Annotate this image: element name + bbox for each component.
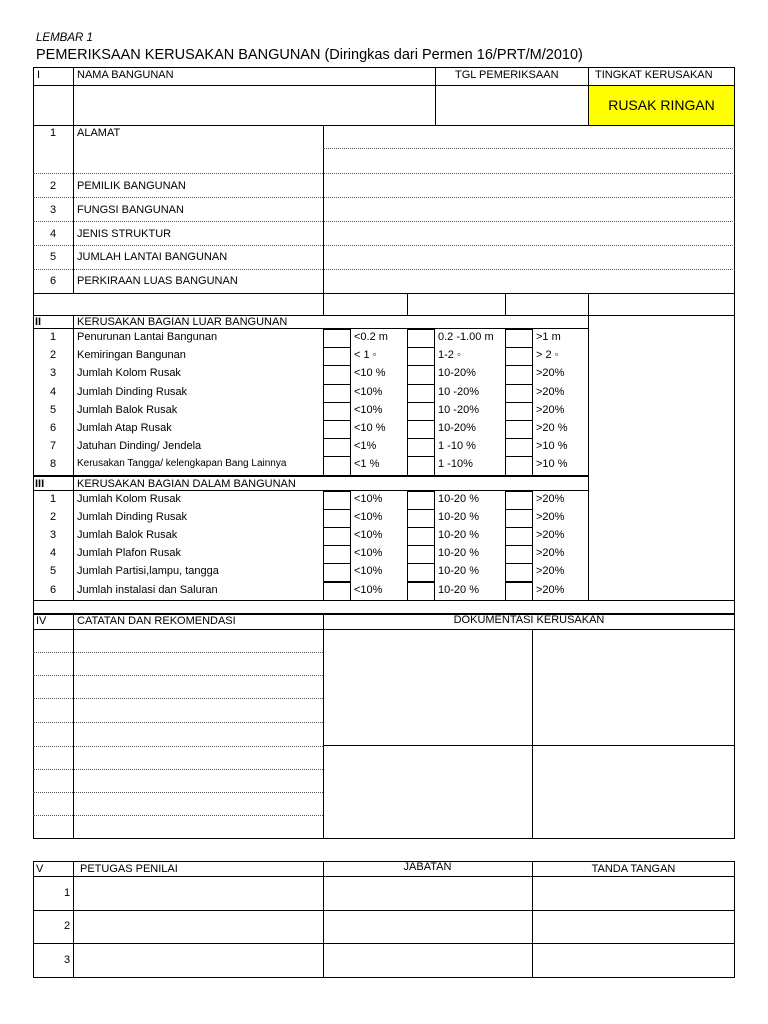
row-num: 6: [50, 583, 57, 596]
photo-slot-2[interactable]: [533, 630, 734, 744]
light-threshold: <10%: [354, 547, 383, 560]
officer-row-number: 1: [64, 887, 71, 899]
light-threshold: <10%: [354, 385, 383, 398]
light-checkbox[interactable]: [323, 545, 351, 564]
medium-checkbox[interactable]: [407, 582, 435, 601]
row-num: 1: [50, 493, 57, 505]
damage-item-label: Jumlah Partisi,lampu, tangga: [77, 565, 219, 578]
row-num: 3: [50, 204, 57, 216]
info-label: JUMLAH LANTAI BANGUNAN: [77, 251, 228, 263]
heavy-threshold: >20%: [536, 493, 565, 505]
medium-threshold: 1 -10%: [438, 458, 473, 471]
section-3-title: KERUSAKAN BAGIAN DALAM BANGUNAN: [77, 478, 296, 490]
heavy-threshold: >20%: [536, 403, 565, 416]
row-num: 6: [50, 275, 57, 287]
heavy-threshold: >20%: [536, 511, 565, 524]
row-num: 5: [50, 403, 57, 416]
address-field[interactable]: [324, 126, 734, 147]
row-num: 4: [50, 228, 57, 240]
heavy-threshold: >20 %: [536, 422, 568, 434]
officer-position-field[interactable]: [324, 944, 531, 977]
row-num: 3: [50, 367, 57, 380]
medium-threshold: 10-20%: [438, 422, 476, 434]
medium-checkbox[interactable]: [407, 456, 435, 475]
medium-checkbox[interactable]: [407, 545, 435, 564]
light-threshold: <10 %: [354, 367, 386, 380]
officer-signature-field[interactable]: [533, 944, 734, 977]
officer-signature-field[interactable]: [533, 911, 734, 942]
damage-item-label: Jatuhan Dinding/ Jendela: [77, 440, 202, 453]
light-checkbox[interactable]: [323, 563, 351, 582]
light-threshold: <0.2 m: [354, 331, 388, 343]
damage-item-label: Jumlah Kolom Rusak: [77, 493, 181, 505]
photo-slot-3[interactable]: [324, 746, 531, 838]
notes-field[interactable]: [74, 630, 322, 838]
medium-checkbox[interactable]: [407, 527, 435, 546]
officer-position-field[interactable]: [324, 911, 531, 942]
light-threshold: <10 %: [354, 422, 386, 434]
section-3-number: III: [35, 478, 45, 490]
light-threshold: <10%: [354, 565, 383, 578]
info-label: ALAMAT: [77, 127, 121, 139]
light-checkbox[interactable]: [323, 509, 351, 528]
medium-threshold: 0.2 -1.00 m: [438, 331, 494, 343]
row-num: 8: [50, 458, 57, 471]
officer-name-field[interactable]: [74, 911, 322, 942]
heavy-threshold: >20%: [536, 385, 565, 398]
medium-threshold: 10-20 %: [438, 565, 479, 578]
col-officer: PETUGAS PENILAI: [80, 863, 178, 875]
damage-item-label: Kerusakan Tangga/ kelengkapan Bang Lainnya: [77, 458, 287, 470]
section-5-number: V: [36, 863, 44, 875]
medium-threshold: 10 -20%: [438, 403, 479, 416]
row-num: 5: [50, 251, 57, 263]
light-checkbox[interactable]: [323, 329, 351, 348]
medium-threshold: 10-20 %: [438, 583, 479, 596]
section-2-number: II: [35, 316, 42, 328]
light-threshold: <1 %: [354, 458, 380, 471]
officer-row-number: 2: [64, 920, 71, 932]
damage-item-label: Jumlah Balok Rusak: [77, 529, 178, 542]
light-threshold: <10%: [354, 493, 383, 505]
row-num: 6: [50, 422, 57, 434]
row-num: 4: [50, 547, 57, 560]
damage-item-label: Jumlah instalasi dan Saluran: [77, 583, 218, 596]
photo-slot-4[interactable]: [533, 746, 734, 838]
row-num: 3: [50, 529, 57, 542]
info-label: JENIS STRUKTUR: [77, 228, 172, 240]
light-threshold: <10%: [354, 511, 383, 524]
heavy-checkbox[interactable]: [505, 384, 533, 403]
light-checkbox[interactable]: [323, 438, 351, 457]
section-1-number: I: [37, 69, 41, 81]
damage-item-label: Jumlah Kolom Rusak: [77, 367, 181, 380]
officer-row-number: 3: [64, 954, 71, 966]
heavy-threshold: >20%: [536, 529, 565, 542]
row-num: 2: [50, 349, 57, 362]
heavy-checkbox[interactable]: [505, 347, 533, 366]
medium-checkbox[interactable]: [407, 563, 435, 582]
sheet-label: LEMBAR 1: [36, 32, 93, 44]
heavy-checkbox[interactable]: [505, 509, 533, 528]
light-checkbox[interactable]: [323, 365, 351, 384]
heavy-threshold: >20%: [536, 547, 565, 560]
medium-threshold: 10-20 %: [438, 529, 479, 542]
light-checkbox[interactable]: [323, 456, 351, 475]
officer-name-field[interactable]: [74, 944, 322, 977]
damage-item-label: Penurunan Lantai Bangunan: [77, 331, 218, 343]
col-signature: TANDA TANGAN: [591, 863, 676, 875]
medium-threshold: 10-20 %: [438, 547, 479, 560]
medium-checkbox[interactable]: [407, 438, 435, 457]
structure-field[interactable]: [324, 222, 734, 244]
col-position: JABATAN: [403, 861, 452, 873]
row-num: 1: [50, 331, 57, 343]
row-num: 1: [50, 127, 57, 139]
medium-checkbox[interactable]: [407, 365, 435, 384]
damage-item-label: Jumlah Atap Rusak: [77, 422, 172, 434]
section-4-title: CATATAN DAN REKOMENDASI: [77, 615, 236, 627]
inspection-date-field[interactable]: [436, 86, 587, 124]
info-label: PERKIRAAN LUAS BANGUNAN: [77, 275, 238, 287]
medium-checkbox[interactable]: [407, 329, 435, 348]
damage-item-label: Jumlah Dinding Rusak: [77, 511, 188, 524]
heavy-checkbox[interactable]: [505, 420, 533, 439]
heavy-threshold: >10 %: [536, 440, 568, 453]
heavy-threshold: >20%: [536, 367, 565, 380]
info-label: PEMILIK BANGUNAN: [77, 180, 186, 192]
heavy-checkbox[interactable]: [505, 582, 533, 601]
heavy-checkbox[interactable]: [505, 402, 533, 421]
function-field[interactable]: [324, 198, 734, 220]
documentation-title: DOKUMENTASI KERUSAKAN: [453, 614, 605, 626]
damage-item-label: Jumlah Dinding Rusak: [77, 385, 188, 398]
area-field[interactable]: [324, 270, 734, 292]
light-checkbox[interactable]: [323, 582, 351, 601]
row-num: 4: [50, 385, 57, 398]
heavy-checkbox[interactable]: [505, 456, 533, 475]
medium-threshold: 1 -10 %: [438, 440, 476, 453]
heavy-checkbox[interactable]: [505, 563, 533, 582]
row-num: 2: [50, 511, 57, 524]
light-threshold: <10%: [354, 529, 383, 542]
heavy-checkbox[interactable]: [505, 545, 533, 564]
heavy-checkbox[interactable]: [505, 365, 533, 384]
floors-field[interactable]: [324, 246, 734, 268]
col-building-name: NAMA BANGUNAN: [77, 69, 174, 81]
heavy-threshold: >20%: [536, 565, 565, 578]
heavy-checkbox[interactable]: [505, 438, 533, 457]
light-threshold: < 1 ◦: [354, 349, 377, 362]
row-num: 7: [50, 440, 57, 453]
light-threshold: <1%: [354, 440, 377, 453]
medium-threshold: 10-20 %: [438, 511, 479, 524]
medium-checkbox[interactable]: [407, 509, 435, 528]
building-name-field[interactable]: [74, 86, 434, 124]
medium-threshold: 10-20%: [438, 367, 476, 380]
medium-checkbox[interactable]: [407, 347, 435, 366]
section-4-number: IV: [36, 615, 47, 627]
medium-threshold: 10 -20%: [438, 385, 479, 398]
row-num: 5: [50, 565, 57, 578]
medium-checkbox[interactable]: [407, 491, 435, 510]
light-threshold: <10%: [354, 403, 383, 416]
photo-slot-1[interactable]: [324, 630, 531, 744]
info-label: FUNGSI BANGUNAN: [77, 204, 184, 216]
section-2-title: KERUSAKAN BAGIAN LUAR BANGUNAN: [77, 316, 288, 328]
col-damage-level: TINGKAT KERUSAKAN: [595, 69, 713, 81]
medium-checkbox[interactable]: [407, 402, 435, 421]
medium-checkbox[interactable]: [407, 420, 435, 439]
light-checkbox[interactable]: [323, 384, 351, 403]
light-checkbox[interactable]: [323, 402, 351, 421]
officer-signature-field[interactable]: [533, 877, 734, 909]
owner-field[interactable]: [324, 174, 734, 196]
damage-level-value: RUSAK RINGAN: [608, 97, 715, 113]
heavy-checkbox[interactable]: [505, 527, 533, 546]
medium-threshold: 1-2 ◦: [438, 349, 461, 362]
damage-item-label: Jumlah Plafon Rusak: [77, 547, 181, 560]
heavy-threshold: >10 %: [536, 458, 568, 471]
light-checkbox[interactable]: [323, 420, 351, 439]
heavy-checkbox[interactable]: [505, 491, 533, 510]
heavy-threshold: >20%: [536, 583, 565, 596]
officer-position-field[interactable]: [324, 877, 531, 909]
heavy-threshold: > 2 ◦: [536, 349, 559, 362]
damage-item-label: Jumlah Balok Rusak: [77, 403, 178, 416]
damage-item-label: Kemiringan Bangunan: [77, 349, 186, 362]
light-checkbox[interactable]: [323, 527, 351, 546]
medium-threshold: 10-20 %: [438, 493, 479, 505]
heavy-checkbox[interactable]: [505, 329, 533, 348]
col-inspection-date: TGL PEMERIKSAAN: [455, 69, 559, 81]
light-checkbox[interactable]: [323, 347, 351, 366]
medium-checkbox[interactable]: [407, 384, 435, 403]
row-num: 2: [50, 180, 57, 192]
officer-name-field[interactable]: [74, 877, 322, 909]
heavy-threshold: >1 m: [536, 331, 561, 343]
light-checkbox[interactable]: [323, 491, 351, 510]
light-threshold: <10%: [354, 583, 383, 596]
page-title: PEMERIKSAAN KERUSAKAN BANGUNAN (Diringkas dari Permen 16/PRT/M/2010): [36, 47, 583, 63]
